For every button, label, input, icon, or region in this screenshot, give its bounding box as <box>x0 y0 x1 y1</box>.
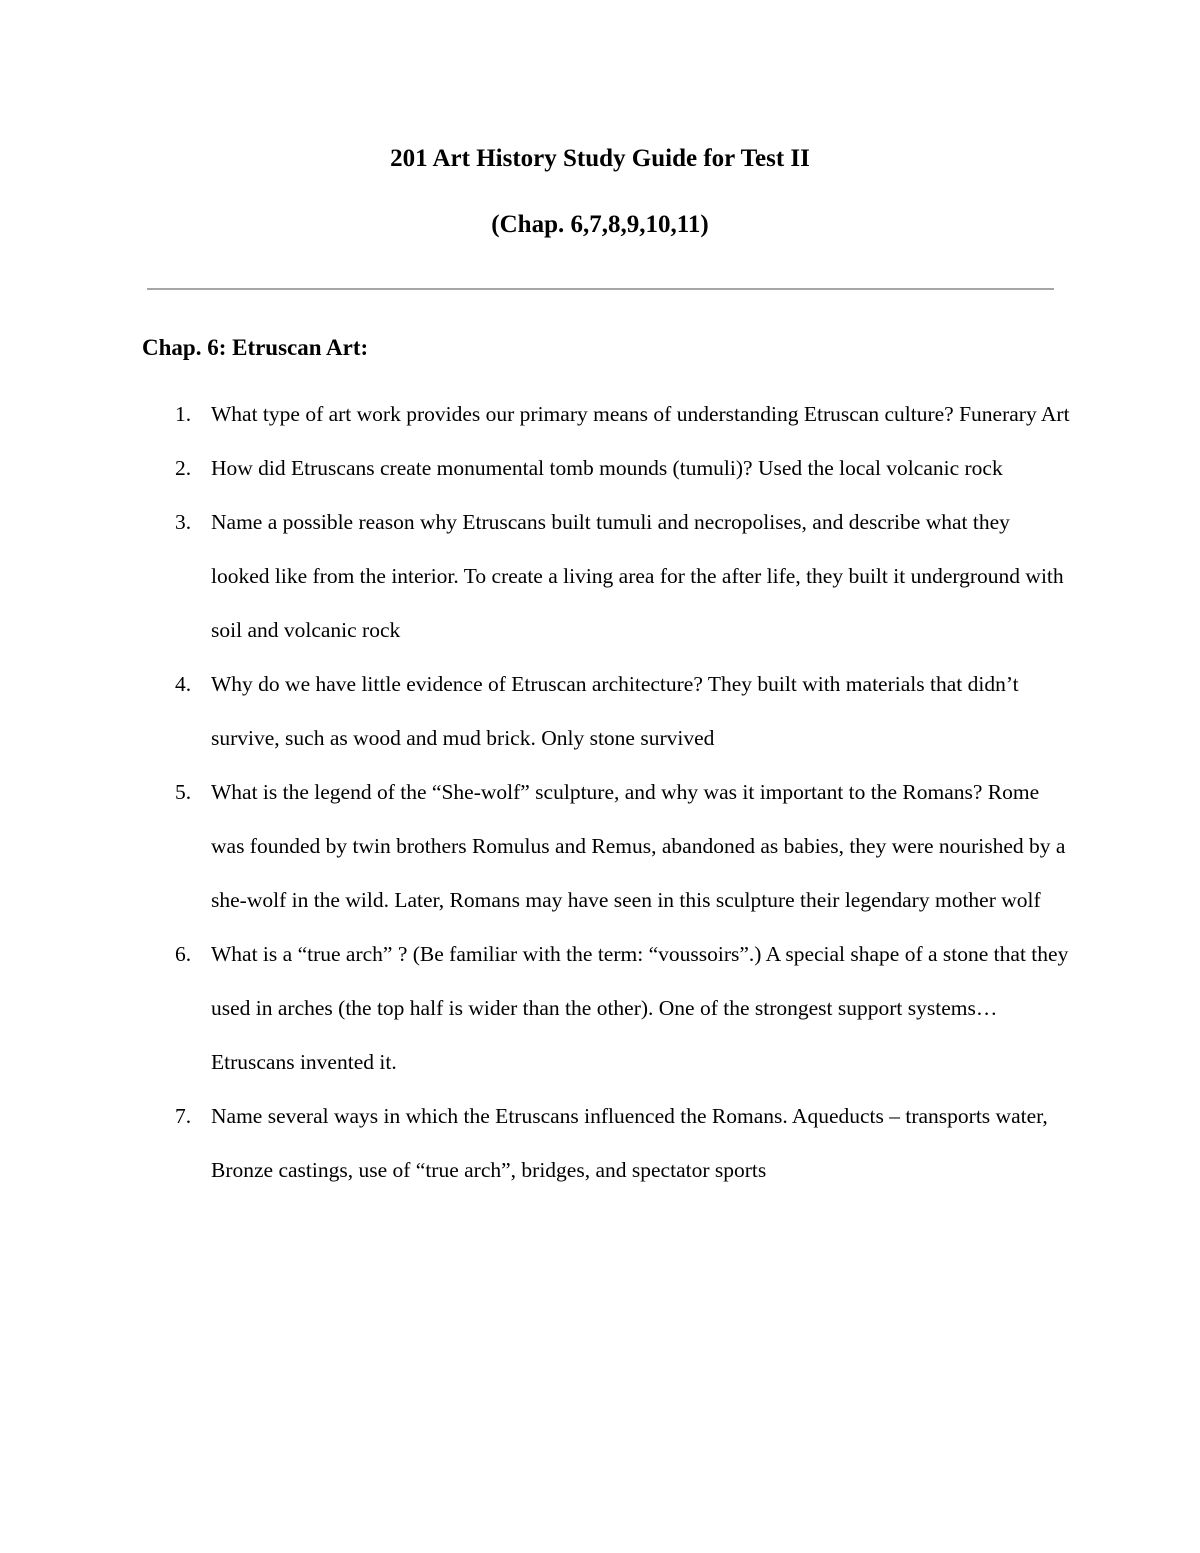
question-item-3 <box>0 495 1200 657</box>
question-text: What type of art work provides our primary means of understanding Etruscan culture? Funerary Art <box>211 402 1070 426</box>
question-item-1 <box>0 387 1200 441</box>
question-text: Name several ways in which the Etruscans influenced the Romans. Aqueducts – transports water, Bronze castings, use of “true arch”, bridges, and spectator sports <box>211 1104 1048 1182</box>
question-number: 2. <box>175 456 192 480</box>
question-text: Why do we have little evidence of Etruscan architecture? They built with materials that didn’t survive, such as wood and mud brick. Only stone survived <box>211 672 1019 750</box>
question-text: How did Etruscans create monumental tomb mounds (tumuli)? Used the local volcanic rock <box>211 456 1003 480</box>
question-number: 7. <box>175 1104 192 1128</box>
question-text: What is the legend of the “She-wolf” sculpture, and why was it important to the Romans? Rome was founded by twin brothers Romulus and Remus, abandoned as babies, they were nourished by a she-wolf in the wild. Later, Romans may have seen in this sculpture their legendary mother wolf <box>211 780 1066 912</box>
question-number: 5. <box>175 780 192 804</box>
question-number: 4. <box>175 672 192 696</box>
question-item-2 <box>0 441 1200 495</box>
question-list <box>0 387 1200 1197</box>
question-text: What is a “true arch” ? (Be familiar with the term: “voussoirs”.) A special shape of a stone that they used in arches (the top half is wider than the other). One of the strongest support systems… Etruscans invented it. <box>211 942 1069 1074</box>
document-subtitle: (Chap. 6,7,8,9,10,11) <box>491 211 709 238</box>
question-number: 3. <box>175 510 192 534</box>
document-title: 201 Art History Study Guide for Test II <box>390 145 810 172</box>
question-number: 1. <box>175 402 192 426</box>
section-heading: Chap. 6: Etruscan Art: <box>142 335 369 360</box>
question-item-5 <box>0 765 1200 927</box>
question-text: Name a possible reason why Etruscans built tumuli and necropolises, and describe what they looked like from the interior. To create a living area for the after life, they built it underground with soil and volcanic rock <box>211 510 1064 642</box>
question-item-6 <box>0 927 1200 1089</box>
question-item-7 <box>0 1089 1200 1197</box>
question-item-4 <box>0 657 1200 765</box>
horizontal-divider <box>147 288 1054 290</box>
question-number: 6. <box>175 942 192 966</box>
